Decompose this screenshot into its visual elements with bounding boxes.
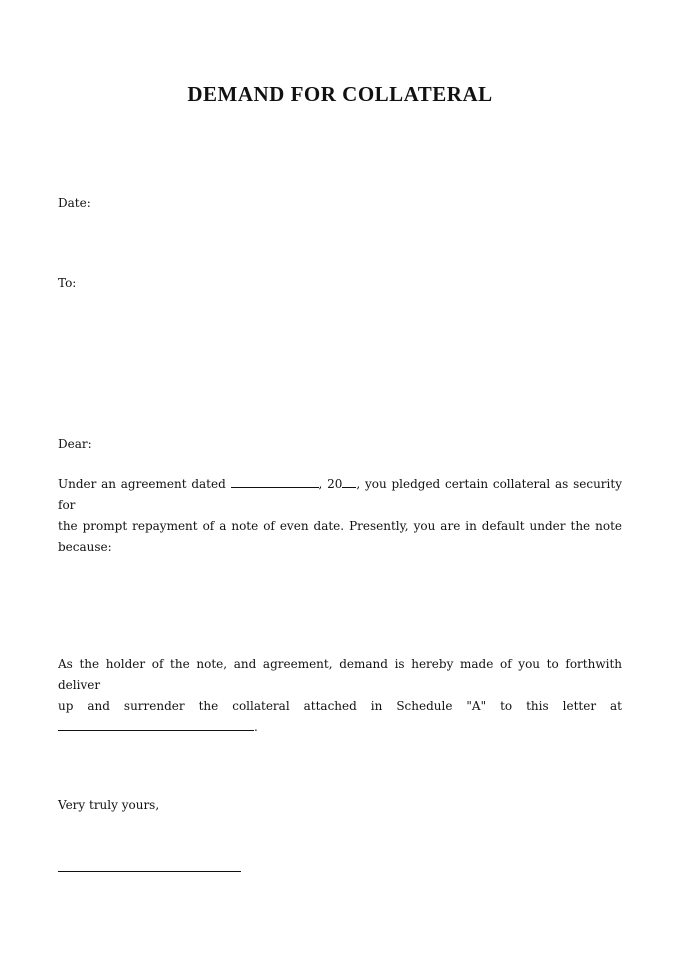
paragraph-default-line-3: because: xyxy=(58,540,112,554)
paragraph-default xyxy=(58,474,622,558)
year-prefix-text: , 20 xyxy=(318,477,343,491)
year-blank xyxy=(342,475,356,488)
paragraph-demand-line-1: As the holder of the note, and agreement, demand is hereby made of you to forthwith deliver xyxy=(58,657,622,692)
location-period: . xyxy=(254,720,258,734)
paragraph-demand-line-2: up and surrender the collateral attached in Schedule "A" to this letter at xyxy=(58,699,622,713)
salutation: Dear: xyxy=(58,437,92,451)
paragraph-default-line-1 xyxy=(58,474,622,516)
signature-line xyxy=(58,871,241,872)
location-blank xyxy=(58,718,254,731)
closing: Very truly yours, xyxy=(58,798,160,812)
agreement-date-blank xyxy=(231,475,319,488)
document-title: DEMAND FOR COLLATERAL xyxy=(187,82,493,106)
paragraph-demand-line-3 xyxy=(58,717,622,738)
date-label: Date: xyxy=(58,196,91,210)
paragraph-default-line-2: the prompt repayment of a note of even date. Presently, you are in default under the note xyxy=(58,519,622,533)
to-label: To: xyxy=(58,276,77,290)
paragraph-demand xyxy=(58,654,622,738)
pledge-text: , you pledged certain collateral as security for xyxy=(58,477,622,512)
agreement-text: Under an agreement dated xyxy=(58,477,226,491)
